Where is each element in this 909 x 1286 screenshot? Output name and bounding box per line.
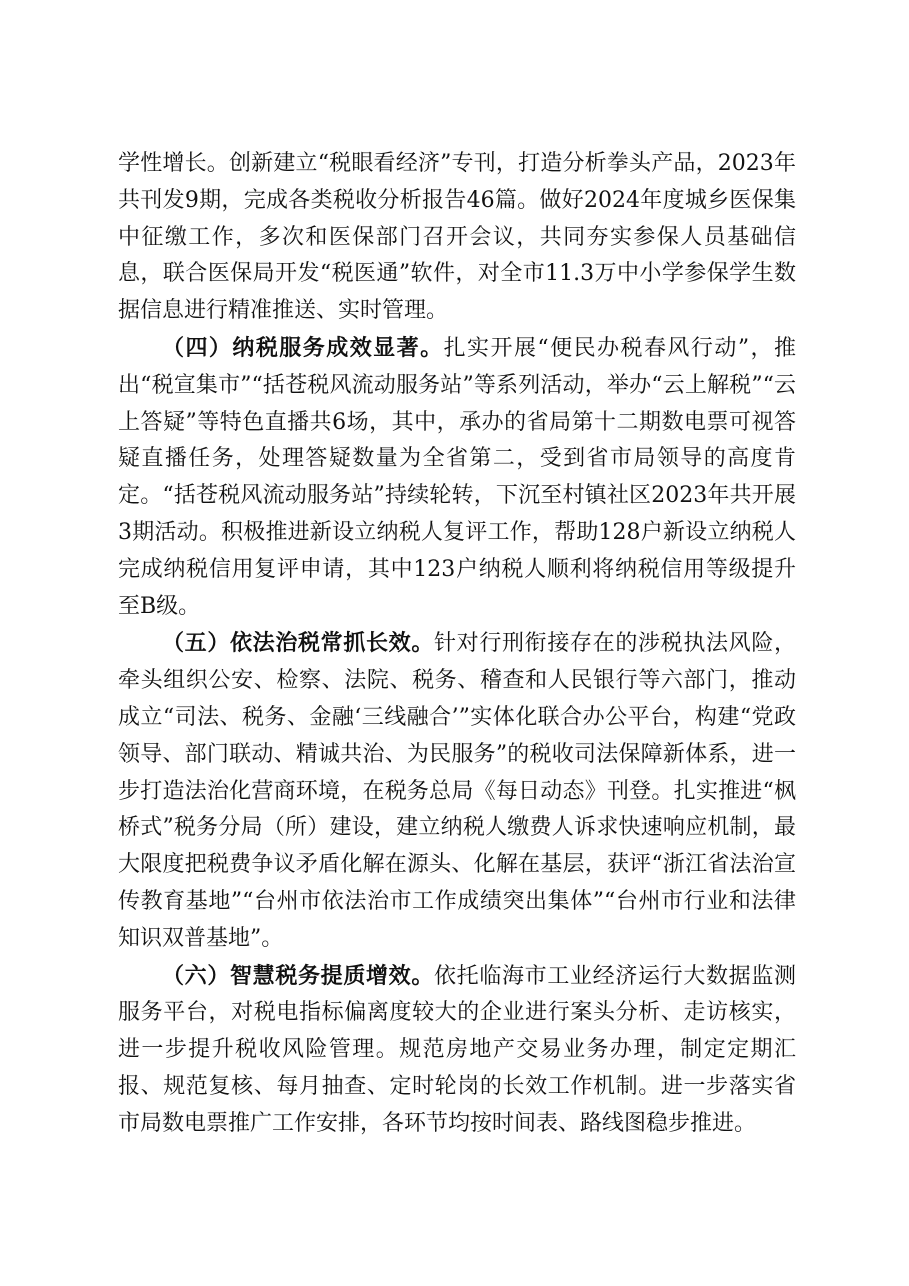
paragraph-text: 针对行刑衔接存在的涉税执法风险，牵头组织公安、检察、法院、税务、稽查和人民银行等六部门，推动成立“司法、税务、金融‘三线融合’”实体化联合办公平台，构建“党政领导、部门联动、精诚共治、为民服务”的税收司法保障新体系，进一步打造法治化营商环境，在税务总局《每日动态》刊登。扎实推进“枫桥式”税务分局（所）建设，建立纳税人缴费人诉求快速响应机制，最大限度把税费争议矛盾化解在源头、化解在基层，获评“浙江省法治宣传教育基地”“台州市依法治市工作成绩突出集体”“台州市行业和法律知识双普基地”。	[118, 631, 796, 951]
section-heading-6: （六）智慧税务提质增效。	[162, 962, 434, 989]
paragraph-rule-of-law	[118, 625, 796, 957]
document-body	[118, 146, 796, 1143]
section-heading-4: （四）纳税服务成效显著。	[162, 334, 444, 361]
paragraph-text: 学性增长。创新建立“税眼看经济”专刊，打造分析拳头产品，2023年共刊发9期，完成各类税收分析报告46篇。做好2024年度城乡医保集中征缴工作，多次和医保部门召开会议，共同夯实参保人员基础信息，联合医保局开发“税医通”软件，对全市11.3万中小学参保学生数据信息进行精准推送、实时管理。	[118, 151, 796, 324]
paragraph-smart-tax	[118, 958, 796, 1143]
section-heading-5: （五）依法治税常抓长效。	[162, 630, 434, 657]
paragraph-text: 依托临海市工业经济运行大数据监测服务平台，对税电指标偏离度较大的企业进行案头分析、走访核实，进一步提升税收风险管理。规范房地产交易业务办理，制定定期汇报、规范复核、每月抽查、定时轮岗的长效工作机制。进一步落实省市局数电票推广工作安排，各环节均按时间表、路线图稳步推进。	[118, 963, 796, 1136]
paragraph-continuation	[118, 146, 796, 330]
paragraph-text: 扎实开展“便民办税春风行动”，推出“税宣集市”“括苍税风流动服务站”等系列活动，举办“云上解税”“云上答疑”等特色直播共6场，其中，承办的省局第十二期数电票可视答疑直播任务，处理答疑数量为全省第二，受到省市局领导的高度肯定。“括苍税风流动服务站”持续轮转，下沉至村镇社区2023年共开展3期活动。积极推进新设立纳税人复评工作，帮助128户新设立纳税人完成纳税信用复评申请，其中123户纳税人顺利将纳税信用等级提升至B级。	[118, 335, 796, 619]
paragraph-tax-service	[118, 330, 796, 625]
